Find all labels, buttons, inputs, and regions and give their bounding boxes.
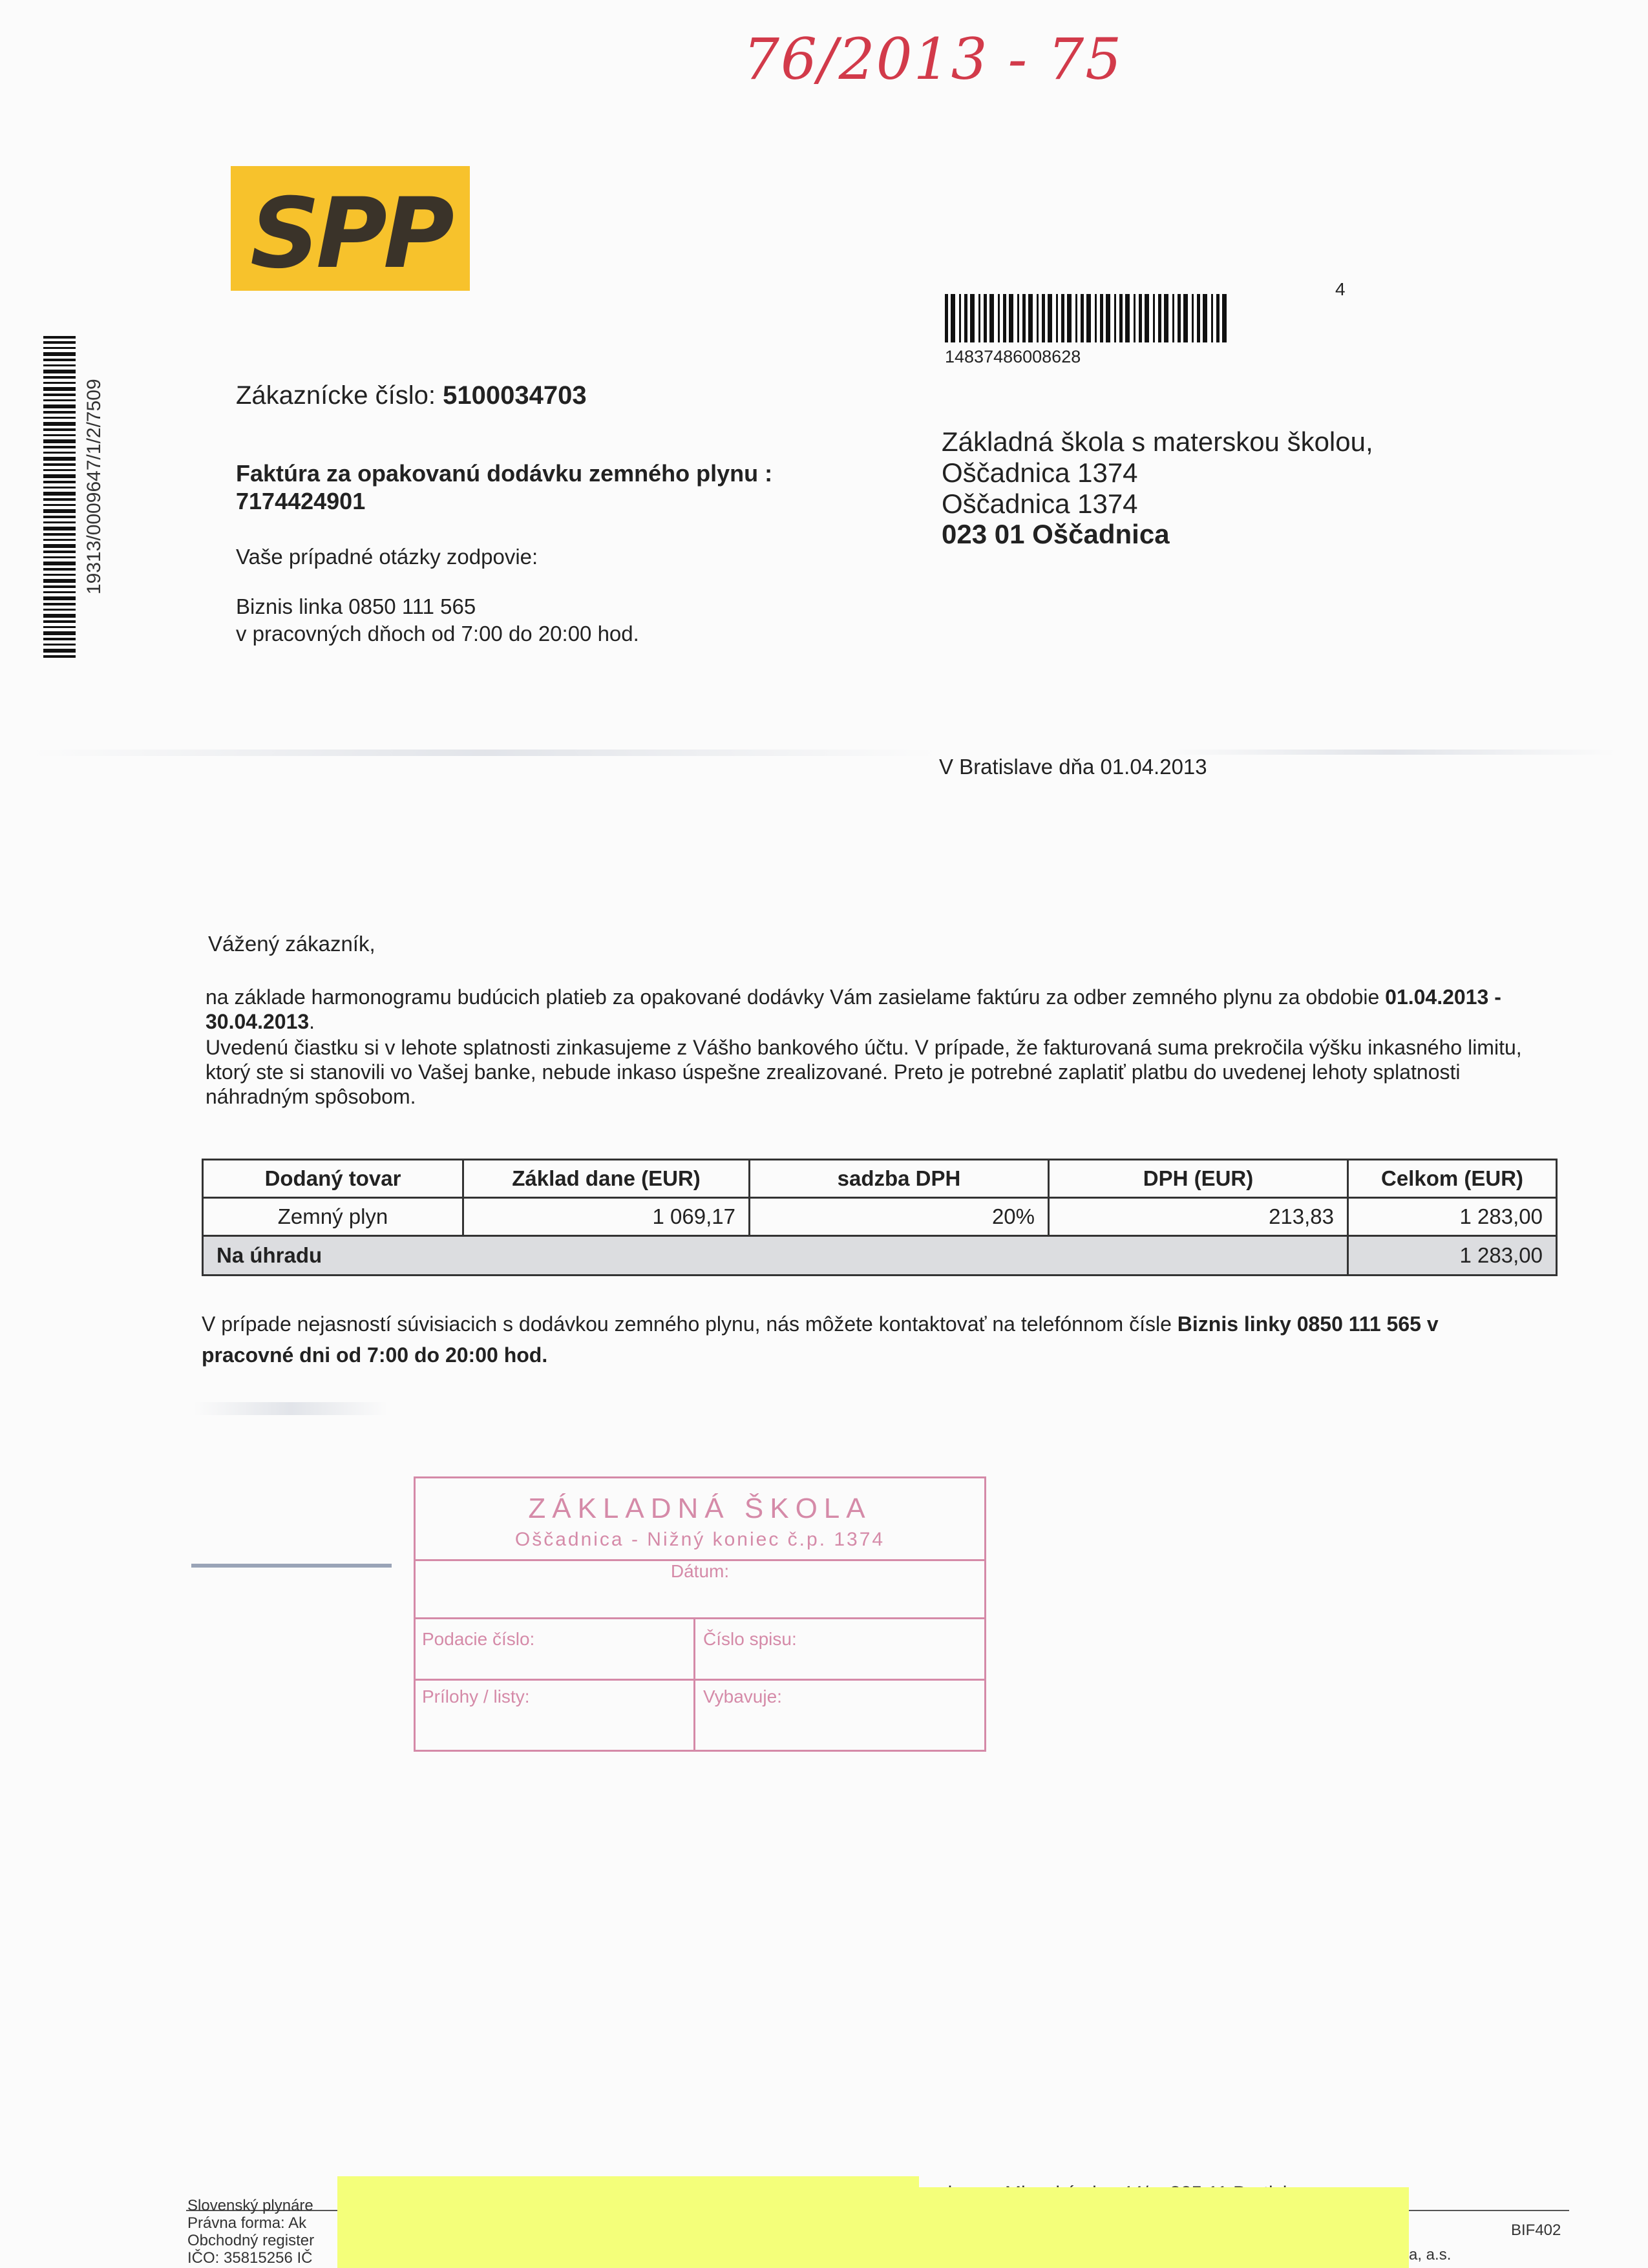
contact-hotline: Biznis linky 0850 111 565 v — [1177, 1312, 1439, 1336]
table-header-row — [203, 1160, 1557, 1198]
barcode — [945, 294, 1228, 342]
table-header-cell: Celkom (EUR) — [1348, 1160, 1557, 1198]
stamp-divider — [416, 1679, 984, 1681]
recipient-address2: Oščadnica 1374 — [942, 488, 1138, 519]
stamp-divider — [693, 1617, 695, 1750]
hotline-line2: v pracovných dňoch od 7:00 do 20:00 hod. — [236, 622, 639, 646]
stamp-handler-label: Vybavuje: — [703, 1686, 782, 1706]
table-header-cell: sadzba DPH — [750, 1160, 1049, 1198]
footer-suffix: a, a.s. — [1409, 2246, 1452, 2263]
stamp-file-label: Číslo spisu: — [703, 1629, 797, 1649]
recipient-name: Základná škola s materskou školou, — [942, 426, 1373, 457]
registry-stamp — [414, 1476, 986, 1752]
place-date: V Bratislave dňa 01.04.2013 — [939, 755, 1207, 779]
greeting: Vážený zákazník, — [208, 932, 375, 956]
side-barcode — [43, 336, 76, 658]
stamp-reg-label: Podacie číslo: — [422, 1629, 535, 1649]
page-number: 4 — [1335, 279, 1346, 299]
footer-line1: Slovenský plynáre — [187, 2197, 313, 2214]
total-value: 1 283,00 — [1348, 1236, 1557, 1276]
total-label: Na úhradu — [203, 1236, 1348, 1276]
customer-label: Zákaznícke číslo: — [236, 381, 436, 410]
logo-text: SPP — [250, 178, 450, 290]
barcode-number: 14837486008628 — [945, 347, 1081, 366]
signature-line — [191, 1564, 392, 1568]
table-cell: 20% — [750, 1198, 1049, 1236]
customer-number: 5100034703 — [443, 381, 587, 410]
table-row — [203, 1198, 1557, 1236]
stamp-subtitle: Oščadnica - Nižný koniec č.p. 1374 — [514, 1529, 885, 1550]
table-cell: 213,83 — [1049, 1198, 1348, 1236]
contact-hours: pracovné dni od 7:00 do 20:00 hod. — [202, 1343, 548, 1367]
spp-logo — [231, 166, 470, 291]
stamp-attachments-label: Prílohy / listy: — [422, 1686, 530, 1706]
body-paragraph-1 — [206, 985, 1569, 1034]
body-paragraph-2: Uvedenú čiastku si v lehote splatnosti zinkasujeme z Vášho bankového účtu. V prípade, že fakturovaná suma prekročila výšku inkasného limitu, ktorý ste si stanovili vo Vašej banke, nebude inkaso úspešne zrealizované. Preto je potrebné zaplatiť platbu do uvedenej lehoty splatnosti náhradným spôsobom. — [206, 1036, 1522, 1108]
table-cell: Zemný plyn — [203, 1198, 463, 1236]
side-code: 19313/0009647/1/2/7509 — [83, 379, 105, 594]
contact-text: V prípade nejasností súvisiacich s dodávkou zemného plynu, nás môžete kontaktovať na telefónnom čísle — [202, 1312, 1178, 1336]
body-p1-end: . — [309, 1010, 315, 1033]
billing-period: 01.04.2013 - 30.04.2013 — [206, 985, 1501, 1033]
table-cell: 1 069,17 — [463, 1198, 750, 1236]
footer-line4: IČO: 35815256 IČ — [187, 2249, 313, 2267]
redaction-highlight — [892, 2187, 1409, 2268]
recipient-address1: Oščadnica 1374 — [942, 457, 1138, 488]
table-header-cell: Základ dane (EUR) — [463, 1160, 750, 1198]
questions-label: Vaše prípadné otázky zodpovie: — [236, 545, 538, 569]
scan-smudge — [1163, 750, 1616, 755]
customer-number-line — [236, 381, 587, 410]
scan-smudge — [32, 750, 937, 756]
stamp-divider — [416, 1617, 984, 1619]
table-cell: 1 283,00 — [1348, 1198, 1557, 1236]
handwritten-reference: 76/2013 - 75 — [743, 26, 1123, 92]
signature-smudge — [194, 1402, 388, 1415]
footer-line2: Právna forma: Ak — [187, 2214, 307, 2232]
recipient-postal: 023 01 Oščadnica — [942, 519, 1170, 549]
invoice-number: 7174424901 — [236, 488, 366, 514]
stamp-date-label: Dátum: — [670, 1561, 730, 1581]
body-p1-text: na základe harmonogramu budúcich platieb za opakované dodávky Vám zasielame faktúru za odber zemného plynu za obdobie — [206, 985, 1386, 1009]
footer-code: BIF402 — [1511, 2221, 1561, 2239]
footer-line3: Obchodný register — [187, 2232, 315, 2249]
hotline-line1: Biznis linka 0850 111 565 — [236, 594, 476, 618]
table-header-cell: Dodaný tovar — [203, 1160, 463, 1198]
footer-left — [187, 2197, 314, 2267]
table-total-row — [203, 1236, 1557, 1276]
contact-paragraph — [202, 1308, 1565, 1370]
invoice-table — [202, 1159, 1558, 1276]
table-header-cell: DPH (EUR) — [1049, 1160, 1348, 1198]
invoice-title: Faktúra za opakovanú dodávku zemného plynu : — [236, 460, 773, 487]
stamp-title: ZÁKLADNÁ ŠKOLA — [528, 1493, 872, 1524]
redaction-highlight — [337, 2176, 919, 2268]
